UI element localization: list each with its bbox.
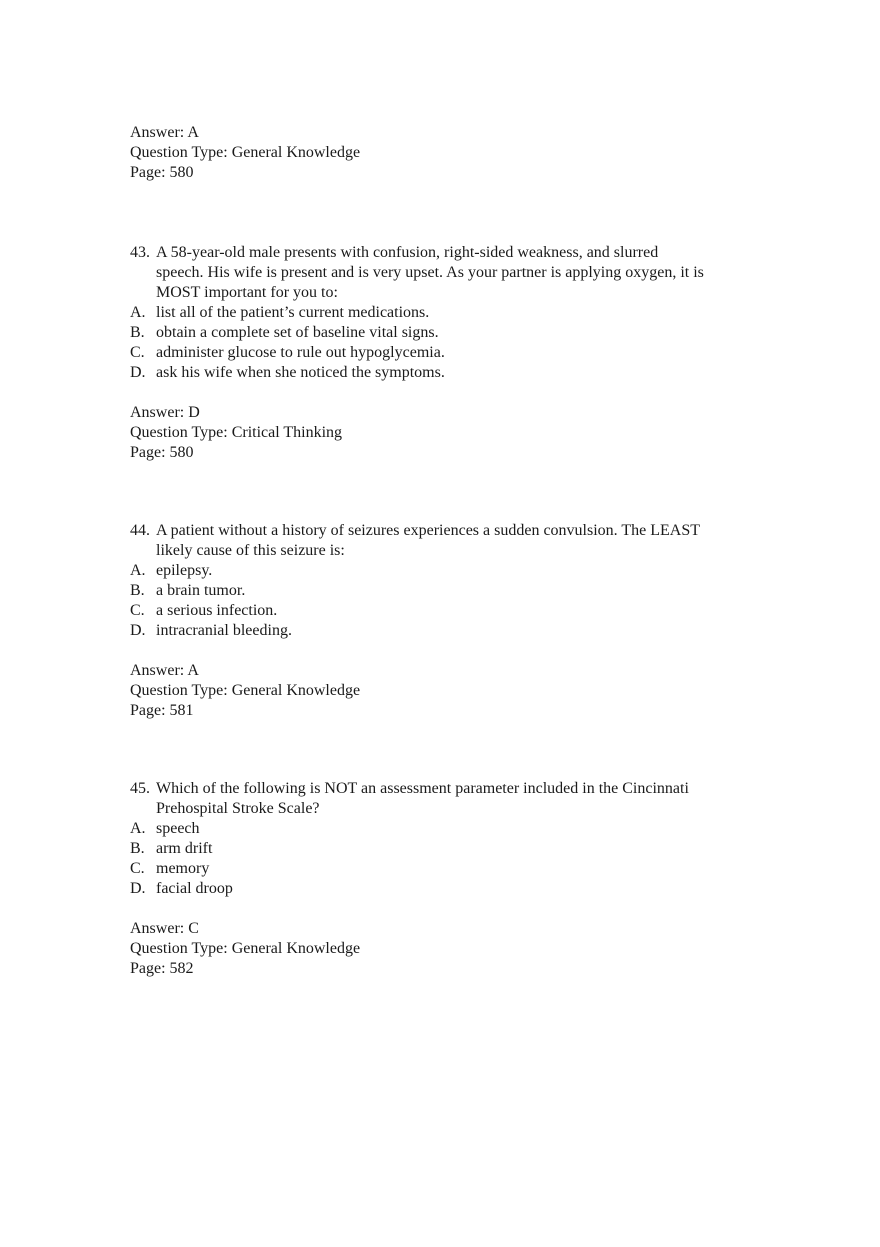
option-text: ask his wife when she noticed the symptoms.	[156, 364, 445, 381]
option-d	[130, 879, 770, 899]
question-number: 44.	[130, 522, 150, 539]
option-letter: A.	[130, 820, 146, 837]
question-type-line: Question Type: General Knowledge	[130, 144, 361, 161]
page-line: Page: 580	[130, 164, 194, 181]
option-d	[130, 621, 770, 641]
stem-continuation: likely cause of this seizure is:	[156, 542, 345, 559]
option-text: intracranial bleeding.	[156, 622, 292, 639]
option-letter: A.	[130, 562, 146, 579]
answer-line: Answer: A	[130, 124, 199, 141]
option-text: epilepsy.	[156, 562, 213, 579]
option-a	[130, 561, 770, 581]
option-letter: B.	[130, 582, 145, 599]
answer-line: Answer: D	[130, 404, 200, 421]
option-text: arm drift	[156, 840, 213, 857]
option-a	[130, 819, 770, 839]
question-type-line: Question Type: General Knowledge	[130, 682, 361, 699]
option-text: speech	[156, 820, 200, 837]
question-number: 45.	[130, 780, 150, 797]
question-number: 43.	[130, 244, 150, 261]
option-text: obtain a complete set of baseline vital signs.	[156, 324, 439, 341]
option-text: facial droop	[156, 880, 233, 897]
stem-continuation: Prehospital Stroke Scale?	[156, 800, 320, 817]
answer-line: Answer: C	[130, 920, 199, 937]
stem-continuation: speech. His wife is present and is very upset. As your partner is applying oxygen, it is	[156, 264, 704, 281]
option-letter: B.	[130, 324, 145, 341]
option-text: memory	[156, 860, 210, 877]
stem-text: A patient without a history of seizures experiences a sudden convulsion. The LEAST	[156, 522, 701, 539]
question-stem-line	[130, 521, 770, 541]
option-d	[130, 363, 770, 383]
option-a	[130, 303, 770, 323]
stem-text: A 58-year-old male presents with confusion, right-sided weakness, and slurred	[156, 244, 659, 261]
page-line: Page: 581	[130, 702, 194, 719]
option-c	[130, 343, 770, 363]
option-letter: D.	[130, 622, 146, 639]
option-letter: C.	[130, 602, 145, 619]
question-type-line: Question Type: General Knowledge	[130, 940, 361, 957]
option-c	[130, 601, 770, 621]
option-text: list all of the patient’s current medications.	[156, 304, 430, 321]
option-letter: B.	[130, 840, 145, 857]
option-b	[130, 323, 770, 343]
stem-continuation: MOST important for you to:	[156, 284, 338, 301]
question-44	[130, 521, 770, 721]
option-text: administer glucose to rule out hypoglycemia.	[156, 344, 445, 361]
page-line: Page: 582	[130, 960, 194, 977]
question-stem-line	[130, 779, 770, 799]
option-text: a serious infection.	[156, 602, 278, 619]
previous-answer-block	[130, 123, 770, 183]
option-letter: D.	[130, 880, 146, 897]
question-type-line: Question Type: Critical Thinking	[130, 424, 343, 441]
option-b	[130, 581, 770, 601]
option-c	[130, 859, 770, 879]
question-45	[130, 779, 770, 979]
question-43	[130, 243, 770, 463]
page-line: Page: 580	[130, 444, 194, 461]
option-letter: C.	[130, 860, 145, 877]
answer-line: Answer: A	[130, 662, 199, 679]
option-letter: D.	[130, 364, 146, 381]
question-stem-line	[130, 243, 770, 263]
stem-text: Which of the following is NOT an assessment parameter included in the Cincinnati	[156, 780, 689, 797]
option-text: a brain tumor.	[156, 582, 246, 599]
option-b	[130, 839, 770, 859]
option-letter: C.	[130, 344, 145, 361]
option-letter: A.	[130, 304, 146, 321]
